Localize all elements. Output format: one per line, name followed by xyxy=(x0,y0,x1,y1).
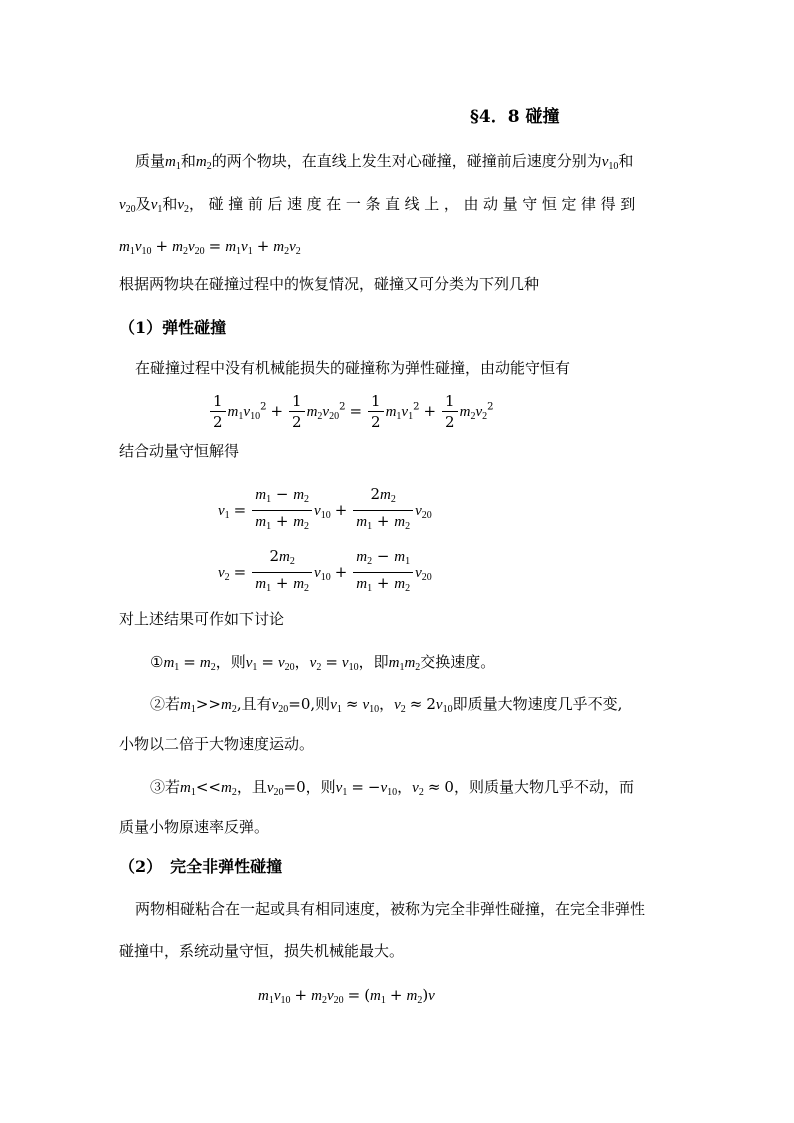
discussion-item-3: ③若$m_1<<m_2$，且$v_{20}=0$，则$v_1 = -v_{10}$，$v_2 \approx 0$，则质量大物几乎不动，而 xyxy=(150,778,634,798)
combine-text: 结合动量守恒解得 xyxy=(119,442,240,460)
math-symbol: $v_2$ xyxy=(177,197,190,215)
classification-text: 根据两物块在碰撞过程中的恢复情况，碰撞又可分类为下列几种 xyxy=(119,275,540,293)
discussion-item-3-cont: 质量小物原速率反弹。 xyxy=(119,818,270,836)
math-symbol: $v_1$ xyxy=(150,197,163,215)
intro-text: 和 xyxy=(162,195,178,213)
inelastic-text-1: 两物相碰粘合在一起或具有相同速度，被称为完全非弹性碰撞，在完全非弹性 xyxy=(135,900,646,918)
intro-text: 质量 xyxy=(135,152,166,170)
page-title: §4．8 碰撞 xyxy=(470,107,560,127)
intro-line-1 xyxy=(135,151,633,177)
intro-text: 的两个物块，在直线上发生对心碰撞，碰撞前后速度分别为 xyxy=(211,152,602,170)
math-symbol: $m_2$ xyxy=(195,154,212,172)
discussion-item-2-cont: 小物以二倍于大物速度运动。 xyxy=(119,735,315,753)
discussion-text: 对上述结果可作如下讨论 xyxy=(119,610,285,628)
math-symbol: $m_1$ xyxy=(165,154,181,172)
intro-text: ，碰撞前后速度在一条直线上，由动量守恒定律得到 xyxy=(189,195,640,213)
discussion-item-1: $①m_1 = m_2$，则$v_1 = v_{20}$，$v_2 = v_{10}$，即$m_1m_2$交换速度。 xyxy=(150,653,496,673)
intro-text: 和 xyxy=(180,152,196,170)
intro-text: 及 xyxy=(135,195,151,213)
elastic-definition: 在碰撞过程中没有机械能损失的碰撞称为弹性碰撞，由动能守恒有 xyxy=(135,359,571,377)
section-heading-inelastic: （2） 完全非弹性碰撞 xyxy=(119,857,283,876)
energy-equation: $\frac{1}{2}$ $m_1v_{10}^2$ + $\frac{1}{2}$ $m_2v_{20}^2$ = $\frac{1}{2}$ $m_1v_1^2$ + $\frac{1}{2}$ $m_2v_2^2$ xyxy=(208,392,493,431)
v1-solution: $v_1$ = $\frac{m_1 - m_2}{m_1 + m_2}$ $v_{10}$ + $\frac{2m_2}{m_1 + m_2}$ $v_{20}$ xyxy=(218,485,432,532)
intro-line-2 xyxy=(119,194,640,220)
discussion-item-2: ②若$m_1>>m_2$,且有$v_{20}=0$,则$v_1 \approx v_{10}$，$v_2 \approx 2v_{10}$即质量大物速度几乎不变, xyxy=(150,695,623,715)
inelastic-equation: $m_1v_{10} + m_2v_{20} = (m_1 + m_2)v$ xyxy=(258,986,435,1006)
math-symbol: $v_{20}$ xyxy=(119,197,136,215)
intro-text: 和 xyxy=(618,152,634,170)
section-heading-elastic: （1）弹性碰撞 xyxy=(119,318,227,337)
inelastic-text-2: 碰撞中，系统动量守恒，损失机械能最大。 xyxy=(119,942,405,960)
v2-solution: $v_2$ = $\frac{2m_2}{m_1 + m_2}$ $v_{10}$ + $\frac{m_2 - m_1}{m_1 + m_2}$ $v_{20}$ xyxy=(218,547,432,594)
math-symbol: $v_{10}$ xyxy=(601,154,619,172)
momentum-equation: $m_1v_{10} + m_2v_{20} = m_1v_1 + m_2v_2$ xyxy=(119,237,301,257)
